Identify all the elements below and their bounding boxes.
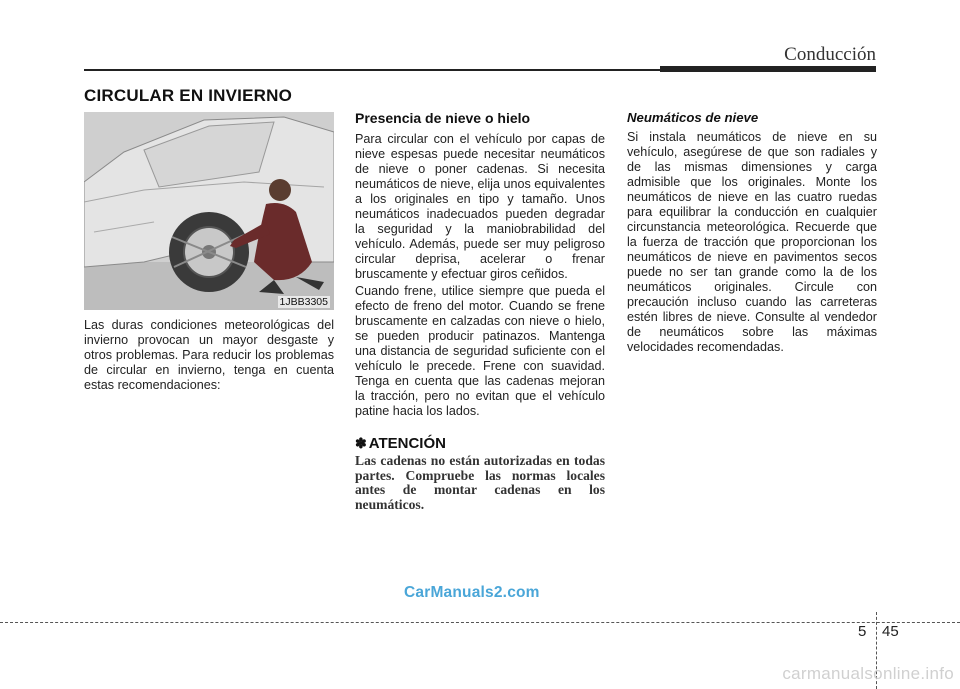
bottom-watermark: carmanualsonline.info	[782, 664, 954, 683]
figure-code: 1JBB3305	[279, 296, 328, 308]
column-right	[627, 110, 877, 355]
warning-title-text: ATENCIÓN	[368, 435, 446, 452]
chapter-number: 5	[858, 623, 867, 640]
page-number: 45	[882, 623, 899, 640]
header-rule-accent	[660, 66, 876, 72]
warning-title	[355, 435, 605, 452]
chapter-title: Conducción	[784, 44, 876, 65]
header-rule	[84, 69, 660, 71]
watermark-link[interactable]: CarManuals2.com	[404, 584, 540, 601]
asterisk-icon: ✽	[355, 435, 367, 451]
car-chains-drawing	[84, 112, 334, 310]
section-heading: CIRCULAR EN INVIERNO	[84, 86, 293, 105]
column-left	[84, 112, 334, 393]
snow-tires-title: Neumáticos de nieve	[627, 110, 759, 125]
column-middle	[355, 110, 605, 512]
snow-ice-paragraph-1: Para circular con el vehículo por capas de nieve espesas puede necesitar neumáticos de nieve o poner cadenas. Si necesita neumáticos de nieve, elija unos equivalentes a los originales en tipo y tamaño. Unos neumáticos inadecuados pueden degradar la seguridad y la maniobrabilidad del vehículo. Además, puede ser muy peligroso circular deprisa, acelerar o frenar bruscamente y efectuar giros ceñidos.	[355, 132, 605, 281]
intro-paragraph: Las duras condiciones meteorológicas del invierno provocan un mayor desgaste y otros problemas. Para reducir los problemas de circular en invierno, tenga en cuenta estas recomendaciones:	[84, 318, 334, 392]
footer-rule	[0, 622, 960, 623]
winter-tire-illustration	[84, 112, 334, 310]
snow-ice-paragraph-2: Cuando frene, utilice siempre que pueda el efecto de freno del motor. Cuando se frene bruscamente en calzadas con nieve o hielo, se pueden producir patinazos. Mantenga una distancia de seguridad suficiente con el vehículo le precede. Frene con suavidad. Tenga en cuenta que las cadenas mejoran la tracción, pero no evitan que el vehículo patine hacia los lados.	[355, 284, 605, 418]
warning-body: Las cadenas no están autorizadas en todas partes. Compruebe las normas locales antes de montar cadenas en los neumáticos.	[355, 453, 605, 512]
snow-ice-title: Presencia de nieve o hielo	[355, 110, 531, 126]
snow-tires-paragraph: Si instala neumáticos de nieve en su vehículo, asegúrese de que son radiales y de las mismas dimensiones y carga admisible que los originales. Monte los neumáticos de nieve en las cuatro ruedas para equilibrar la conducción en cualquier circunstancia meteorológica. Recuerde que la fuerza de tracción que proporcionan los neumáticos de nieve en pavimentos secos puede no ser tan grande como la de los neumáticos originales. Circule con precaución incluso cuando las carreteras estén libres de nieve. Consulte al vendedor de neumáticos sobre las máximas velocidades recomendadas.	[627, 130, 877, 354]
